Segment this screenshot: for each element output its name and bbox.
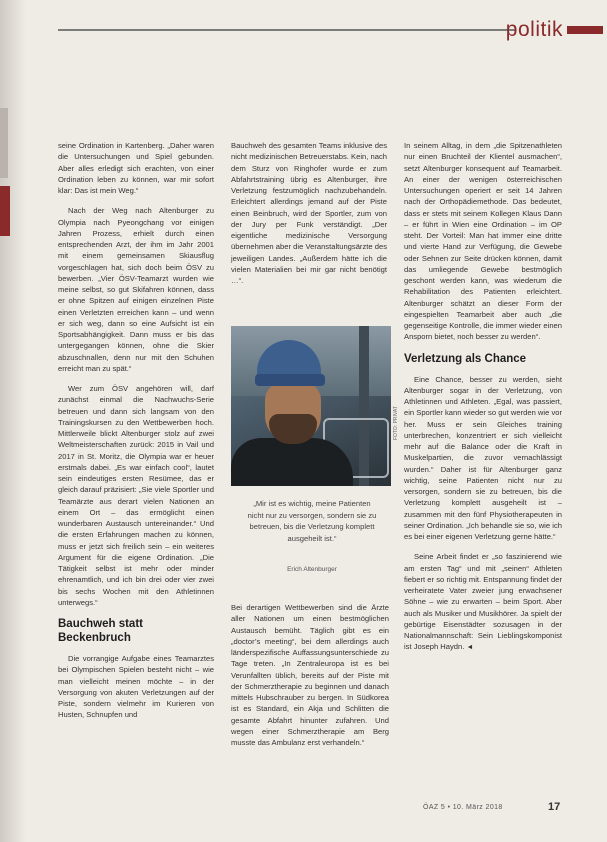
subheading: Bauchweh statt Beckenbruch [58,618,143,644]
column-3 [404,140,562,663]
photo-jacket [231,438,353,486]
paragraph [404,551,562,653]
section-label: politik [505,18,563,41]
section-color-bar [567,26,603,34]
paragraph: Bauchweh des gesamten Teams inklusive des nicht medizinischen Betreuerstabs. Kein, nach dem Sturz von Ringhofer wurde er zum Abfahrtstraining übrig es Altenburger, ihre Verletzung festzumöglich nachzubehandeln. Erleichtert allerdings jemand auf der Piste einen Beinbruch, wird der Sportler, zum von der Jury per Funk verständigt. „Der eigentliche medizinische Versorgung übernehmen aber die Veranstaltungsärzte des jeweiligen Landes. „Außerdem hätte ich die vielen Materialien bei mir gar nicht benötigt …“. [231,141,387,285]
paragraph: Die vorrangige Aufgabe eines Teamarztes bei Olympischen Spielen besteht nicht – wie man vielleicht meinen möchte – in der Versorgung von akuten Verletzungen auf der Piste, sondern vielmehr im Kurieren von Husten, Schnupfen und [58,654,214,720]
paragraph: Wer zum ÖSV angehören will, darf zunächst einmal die Nachwuchs-Serie betreuen und dann sich langsam von den Trainingskursen zu den Wettbewerben hoch. Mittlerweile blickt Altenburger stolz auf zwei Weltmeisterschaften zurück: 2015 in Vail und 2017 in St. Moritz, die Olympia war er heuer erstmals dabei. „Es war einfach cool“, lautet sein eindeutiges ersten Resümee, das er gleich darauf präzisiert: „Sie viele Sportler und Teamärzte aus derart vielen Nationen an einem Ort – das ermöglicht einen wunderbaren Austausch untereinander.“ Und die ersten Erfahrungen machen zu können, muss er jetzt sich freilich sein – ein weiteres Argument für die eigene Ordination. „Die Tätigkeit selbst ist mehr oder minder ehrenamtlich, und ich bin drei oder vier zwei bis sechs Wochen mit den Athletinnen unterwegs.“ [58,384,214,607]
paragraph: Nach der Weg nach Altenburger zu Olympia nach Pyeongchang vor einigen Jahren Prozess, erhielt durch einen entsprechenden Arzt, der ihm im Jahr 2001 mit einem gemeinsamen Skiausflug vorgeschlagen hat, sich doch beim ÖSV zu bewerben. „Vier ÖSV-Teamarzt wurden wie meine selbst, so gut Skifahren können, dass er ohne Spitzen auf einigen einzelnen Piste einen Verletzten erreichen kann – und wenn er sich weg, dann so eine Aufsicht ist ein Sportsabhängigkeit. Dann muss er bis das untergegangen können, ohne die Skier abzuschnallen, denn nur mit den Schuhen erreicht man zu spät.“ [58,206,214,373]
page-number: 17 [548,801,561,813]
previous-page-tab [0,186,10,236]
header-rule [58,29,515,31]
pull-quote-author: Erich Altenburger [287,566,337,573]
paragraph-text: Seine Arbeit findet er „so faszinierend wie am ersten Tag“ und mit „seinen“ Athleten fiebert er so richtig mit. Entspannung findet der verheiratete Vater zweier jung erwachsener Söhne – wie zu erwarten – beim Sport. Aber auch als Musiker und Musikhörer. Ja spielt der gebürtige Eisenstädter sozusagen in der Nationalmannschaft: Sein Lieblingskomponist ist Joseph Haydn. [404,552,562,652]
paragraph: Bei derartigen Wettbewerben sind die Ärzte aller Nationen um einen bestmöglichen Austausch bemüht. Täglich gibt es ein „doctor’s meeting“, bei dem allerdings auch länderspezifische Auffassungsunterschiede zu Tage treten. „In Zentraleuropa ist es bei Verunfallten üblich, bereits auf der Piste mit der Schmerztherapie zu beginnen und danach mittels Hubschrauber zu bergen. In Südkorea ist es Standard, ein Akja und Schlitten die gesamte Abfahrt hinunter zufahren. Und wegen einer Schmerztherapie am Berg musste das Ambulanz erst verhandeln.“ [231,603,389,747]
paragraph: Eine Chance, besser zu werden, sieht Altenburger sogar in der Verletzung, von Athletinnen und Athleten. „Egal, was passiert, ein Sportler kann wieder so gut werden wie vor her. Muss er sein Gleiches training unterbrechen, konzentriert er sich vielleicht mehr auf die Balance oder die Kraft in Muskelpartien, die zuvor vernachlässigt wurden.“ Daher ist für Altenburger ganz wichtig, seine Patienten nicht nur zu versorgen, sondern sie zu betreuen, bis die Verletzung komplett ausgeheilt ist – zusammen mit den fünf Physiotherapeuten in seiner Ordination. „Ich behandle sie so, wie ich es bei einer eigenen Verletzung gerne hätte.“ [404,374,562,541]
end-mark-icon: ◄ [466,644,474,652]
column-2-lower [231,602,389,748]
photo-credit: FOTO: PRIVAT [393,406,399,440]
column-1 [58,140,214,730]
paragraph: In seinem Alltag, in dem „die Spitzenathleten nur einen Bruchteil der Klientel ausmachen“, setzt Altenburger konsequent auf Teamarbeit. An einer der wenigen österreichischen Untersuchungen operiert er seit 14 Jahren nach der Orthopädiemethode. Das bedeutet, dass er stets mit seinem Kollegen Klaus Dann – er führt in Wien eine Ordination – im OP steht. Der Vorteil: Man hat immer eine dritte und vierte Hand zur Verfügung, die Gewebe oder Sehnen zur Seite drücken können, damit das umliegende Gewebe bestmöglich geschont werden kann, was wiederum die Rehabilitation des Patienten erleichtert. Altenburger schätzt an dieser Form der eingespielten Teamarbeit aber auch „die gegenseitige Kontrolle, die immer wieder einen Ansporn bietet, noch besser zu werden“. [404,141,562,342]
pull-quote: „Mir ist es wichtig, meine Patienten nicht nur zu versorgen, sondern sie zu betreuen, bis die Verletzung komplett ausgeheilt ist.“ [247,499,377,543]
issue-info: ÖAZ 5 • 10. März 2018 [423,804,503,811]
photo-beanie-band [255,374,325,386]
portrait-photo [231,326,391,486]
column-2 [231,140,387,295]
subheading: Verletzung als Chance [404,352,527,365]
previous-page-edge [0,108,8,178]
paragraph: seine Ordination in Kartenberg. „Daher waren die Untersuchungen und Spiel gebunden. Aber alles erledigt sich erachten, von einer Ordination leben zu können, war mir sofort klar: Das ist mein Weg.“ [58,141,214,195]
